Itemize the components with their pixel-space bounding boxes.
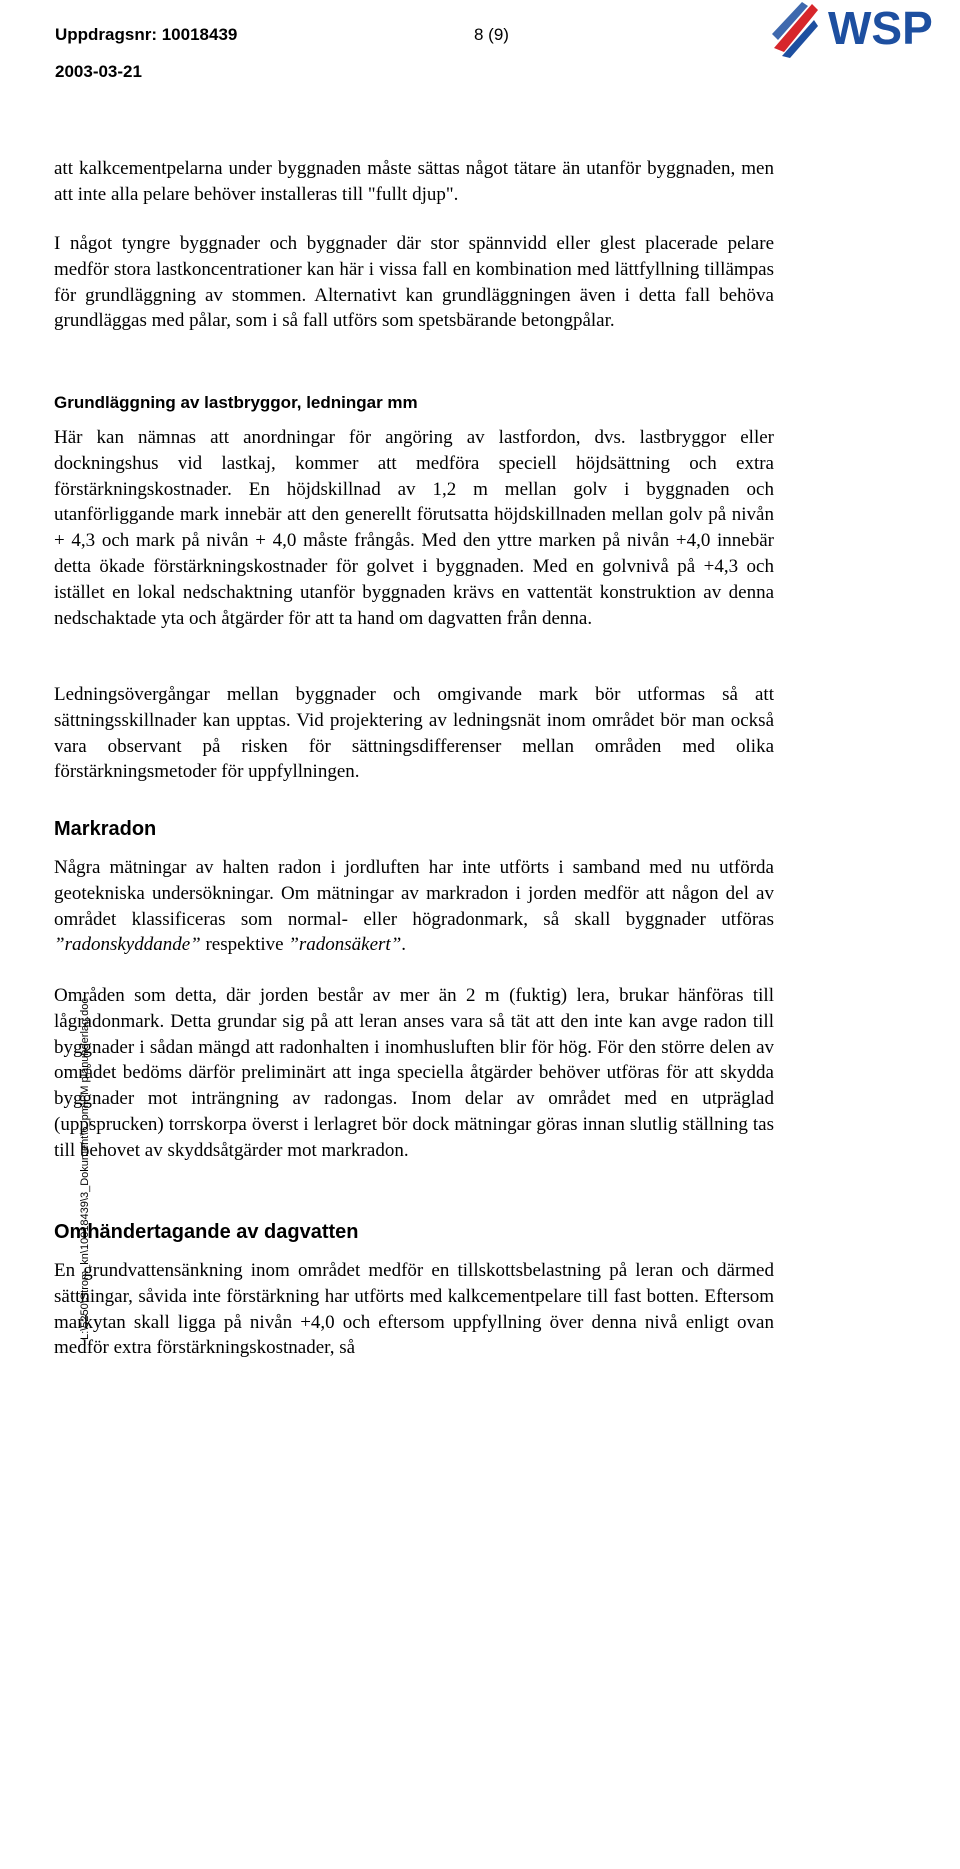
paragraph-6: Områden som detta, där jorden består av mer än 2 m (fuktig) lera, brukar hänföras till lågradonmark. Detta grundar sig på att leran anses vara så tät att den inte kan avge radon till byggnader i sådan mängd att radonhalten i inomhusluften blir för hög. För den större delen av området bedöms därför preliminärt att inga speciella åtgärder behöver utföras för att skydda byggnader mot inträngning av radongas. Inom delar av området med en utpräglad (uppsprucken) torrskorpa överst i lerlagret bör dock mätningar göras innan slutlig ställning tas till behovet av skyddsåtgärder mot markradon. [54,985,774,1161]
paragraph-5: Några mätningar av halten radon i jordluften har inte utförts i samband med nu utförda geotekniska undersökningar. Om mätningar av markradon i jorden medför att någon del av området klassificeras som normal- eller högradonmark, så skall byggnader utföras ”radonskyddande” respektive ”radonsäkert”. [54,857,774,956]
paragraph-3: Här kan nämnas att anordningar för angöring av lastfordon, dvs. lastbryggor eller dockningshus vid lastkaj, kommer att medföra speciell höjdsättning och extra förstärkningskostnader. En höjdskillnad av 1,2 m mellan golv i byggnaden och utanförliggande mark innebär att den generellt förutsatta höjdskillnaden mellan golv på nivån + 4,3 och mark på nivån + 4,0 måste frångås. Med den yttre marken på nivån +4,0 innebär detta ökade förstärkningskostnader för golvet i byggnaden. Med en golvnivå på +4,3 och istället en lokal nedschaktning utanför byggnaden krävs en vattentät konstruktion av denna nedschaktade yta och åtgärder för att ta hand om dagvatten från denna. [54,427,774,629]
wsp-logo [772,0,960,60]
document-date: 2003-03-21 [55,62,142,81]
paragraph-2: I något tyngre byggnader och byggnader där stor spännvidd eller glest placerade pelare medför stora lastkoncentrationer kan här i vissa fall en kombination med lättfyllning tillämpas för grundläggning av stommen. Alternativt kan grundläggningen även i detta fall behöva grundläggas med pålar, som i så fall utförs som spetsbärande betongpålar. [54,233,774,332]
paragraph-7: En grundvattensänkning inom området medför en tillskottsbelastning på leran och därmed sättningar, såvida inte förstärkning har utförts med kalkcementpelare till fast botten. Eftersom markytan skall ligga på nivån +4,0 och eftersom uppfyllning över denna nivå enligt ovan medför extra förstärkningskostnader, så [54,1260,774,1359]
term-radonskyddande: ”radonskyddande” [54,934,201,956]
term-radonsakert: ”radonsäkert” [288,934,402,956]
logo-text: WSP [828,2,933,54]
file-path-vertical: L:\5250\Strom_kn\10018439\3_Dokument\6_pm\PM planunderlag.doc [79,998,91,1340]
page-number: 8 (9) [474,25,509,44]
paragraph-4: Ledningsövergångar mellan byggnader och omgivande mark bör utformas så att sättningsskillnader kan upptas. Vid projektering av ledningsnät inom området bör man också vara observant på risken för sättningsdifferenser mellan områden med olika förstärkningsmetoder för uppfyllningen. [54,684,774,783]
heading-markradon: Markradon [54,818,157,840]
heading-lastbryggor: Grundläggning av lastbryggor, ledningar mm [54,393,418,412]
project-number: Uppdragsnr: 10018439 [55,25,238,44]
paragraph-1: att kalkcementpelarna under byggnaden måste sättas något tätare än utanför byggnaden, men att inte alla pelare behöver installeras till "fullt djup". [54,158,774,205]
heading-dagvatten: Omhändertagande av dagvatten [54,1221,359,1243]
